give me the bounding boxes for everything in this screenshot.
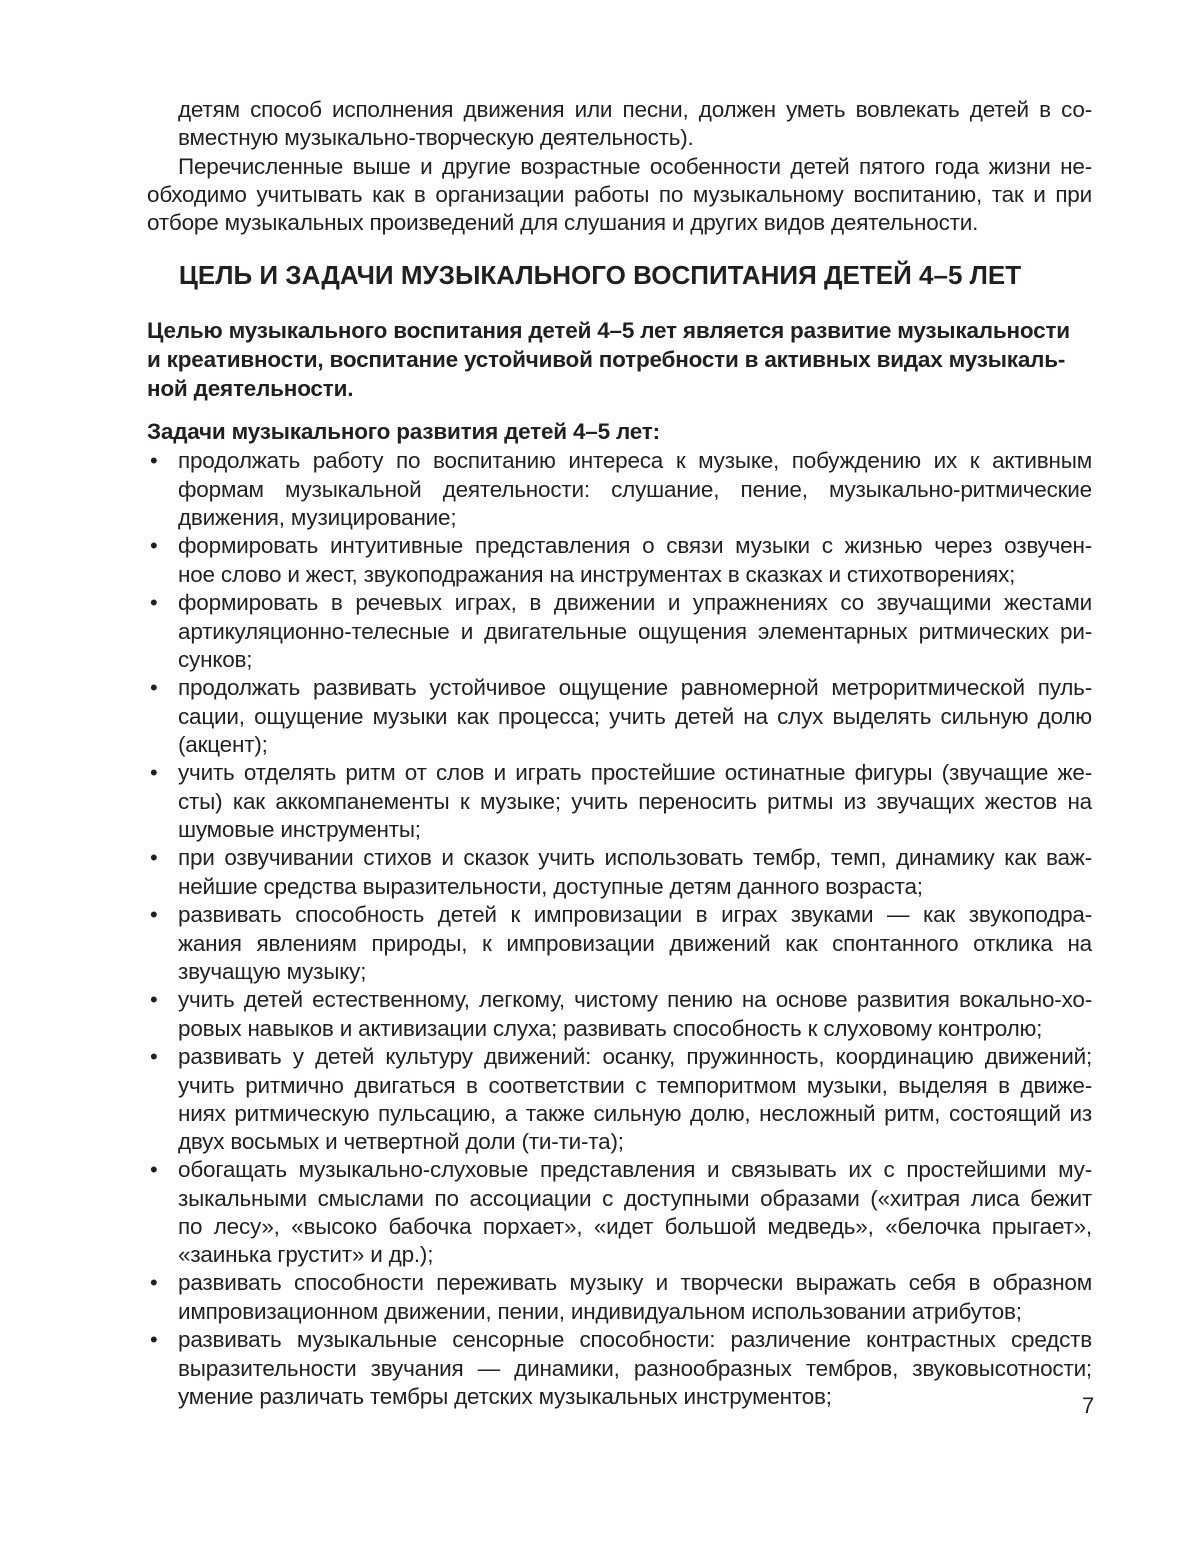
task-10-line-4: «заинька грустит» и др.); (178, 1242, 434, 1267)
bullet-icon: • (150, 1327, 158, 1352)
page-number: 7 (1082, 1393, 1095, 1418)
task-5-line-3: шумовые инструменты; (178, 817, 421, 842)
bullet-icon: • (150, 987, 158, 1012)
task-7-line-3: звучащую музыку; (178, 959, 367, 984)
intro-continuation-line-2: вместную музыкально-творческую деятельность). (178, 125, 694, 150)
task-9-line-2: учить ритмично двигаться в соответствии с темпоритмом музыки, выделяя в движе- (178, 1073, 1092, 1098)
task-9-line-3: ниях ритмическую пульсацию, а также сильную долю, несложный ритм, состоящий из (178, 1101, 1092, 1126)
bullet-icon: • (150, 448, 158, 473)
bullet-icon: • (150, 1044, 158, 1069)
task-7-line-1: развивать способность детей к импровизации в играх звуками — как звукоподра- (178, 902, 1092, 927)
task-4-line-2: сации, ощущение музыки как процесса; учить детей на слух выделять сильную долю (178, 704, 1092, 729)
intro-paragraph-line-3: отборе музыкальных произведений для слушания и других видов деятельности. (147, 210, 979, 235)
task-9-line-4: двух восьмых и четвертной доли (ти-ти-та); (178, 1129, 624, 1154)
task-9-line-1: развивать у детей культуру движений: осанку, пружинность, координацию движений; (178, 1044, 1092, 1069)
intro-paragraph-line-1: Перечисленные выше и другие возрастные особенности детей пятого года жизни не- (178, 154, 1092, 179)
tasks-heading: Задачи музыкального развития детей 4–5 лет: (147, 419, 660, 444)
task-12-line-3: умение различать тембры детских музыкальных инструментов; (178, 1384, 832, 1409)
task-10-line-3: по лесу», «высоко бабочка порхает», «идет большой медведь», «белочка прыгает», (178, 1214, 1092, 1239)
task-6-line-1: при озвучивании стихов и сказок учить использовать тембр, темп, динамику как важ- (178, 845, 1092, 870)
section-heading: ЦЕЛЬ И ЗАДАЧИ МУЗЫКАЛЬНОГО ВОСПИТАНИЯ ДЕТЕЙ 4–5 ЛЕТ (178, 260, 1022, 290)
task-1-line-2: формам музыкальной деятельности: слушание, пение, музыкально-ритмические (178, 477, 1092, 502)
task-5-line-1: учить отделять ритм от слов и играть простейшие остинатные фигуры (звучащие же- (178, 760, 1092, 785)
goal-line-3: ной деятельности. (147, 376, 354, 401)
task-3-line-3: сунков; (178, 647, 253, 672)
bullet-icon: • (150, 1270, 158, 1295)
task-7-line-2: жания явлениям природы, к импровизации движений как спонтанного отклика на (178, 931, 1092, 956)
task-8-line-1: учить детей естественному, легкому, чистому пению на основе развития вокально-хо- (178, 987, 1092, 1012)
task-8-line-2: ровых навыков и активизации слуха; развивать способность к слуховому контролю; (178, 1016, 1043, 1041)
task-10-line-2: зыкальными смыслами по ассоциации с доступными образами («хитрая лиса бежит (178, 1186, 1092, 1211)
task-1-line-1: продолжать работу по воспитанию интереса к музыке, побуждению их к активным (178, 448, 1092, 473)
task-1-line-3: движения, музицирование; (178, 505, 457, 530)
goal-line-1: Целью музыкального воспитания детей 4–5 лет является развитие музыкальности (147, 318, 1070, 343)
task-12-line-1: развивать музыкальные сенсорные способности: различение контрастных средств (178, 1327, 1092, 1352)
task-10-line-1: обогащать музыкально-слуховые представления и связывать их с простейшими му- (178, 1157, 1092, 1182)
goal-line-2: и креативности, воспитание устойчивой потребности в активных видах музыкаль- (147, 347, 1066, 372)
bullet-icon: • (150, 760, 158, 785)
bullet-icon: • (150, 1157, 158, 1182)
bullet-icon: • (150, 590, 158, 615)
task-6-line-2: нейшие средства выразительности, доступные детям данного возраста; (178, 874, 923, 899)
intro-paragraph-line-2: обходимо учитывать как в организации работы по музыкальному воспитанию, так и при (147, 182, 1092, 207)
task-11-line-2: импровизационном движении, пении, индивидуальном использовании атрибутов; (178, 1299, 1022, 1324)
intro-continuation-line-1: детям способ исполнения движения или песни, должен уметь вовлекать детей в со- (178, 97, 1092, 122)
task-5-line-2: сты) как аккомпанементы к музыке; учить переносить ритмы из звучащих жестов на (178, 789, 1092, 814)
bullet-icon: • (150, 902, 158, 927)
task-2-line-2: ное слово и жест, звукоподражания на инструментах в сказках и стихотворениях; (178, 562, 1016, 587)
bullet-icon: • (150, 675, 158, 700)
bullet-icon: • (150, 533, 158, 558)
task-3-line-2: артикуляционно-телесные и двигательные ощущения элементарных ритмических ри- (178, 619, 1092, 644)
task-12-line-2: выразительности звучания — динамики, разнообразных тембров, звуковысотности; (178, 1356, 1092, 1381)
bullet-icon: • (150, 845, 158, 870)
task-3-line-1: формировать в речевых играх, в движении и упражнениях со звучащими жестами (178, 590, 1092, 615)
task-4-line-3: (акцент); (178, 732, 268, 757)
task-4-line-1: продолжать развивать устойчивое ощущение равномерной метроритмической пуль- (178, 675, 1092, 700)
task-11-line-1: развивать способности переживать музыку и творчески выражать себя в образном (178, 1270, 1092, 1295)
task-2-line-1: формировать интуитивные представления о связи музыки с жизнью через озвучен- (178, 533, 1092, 558)
